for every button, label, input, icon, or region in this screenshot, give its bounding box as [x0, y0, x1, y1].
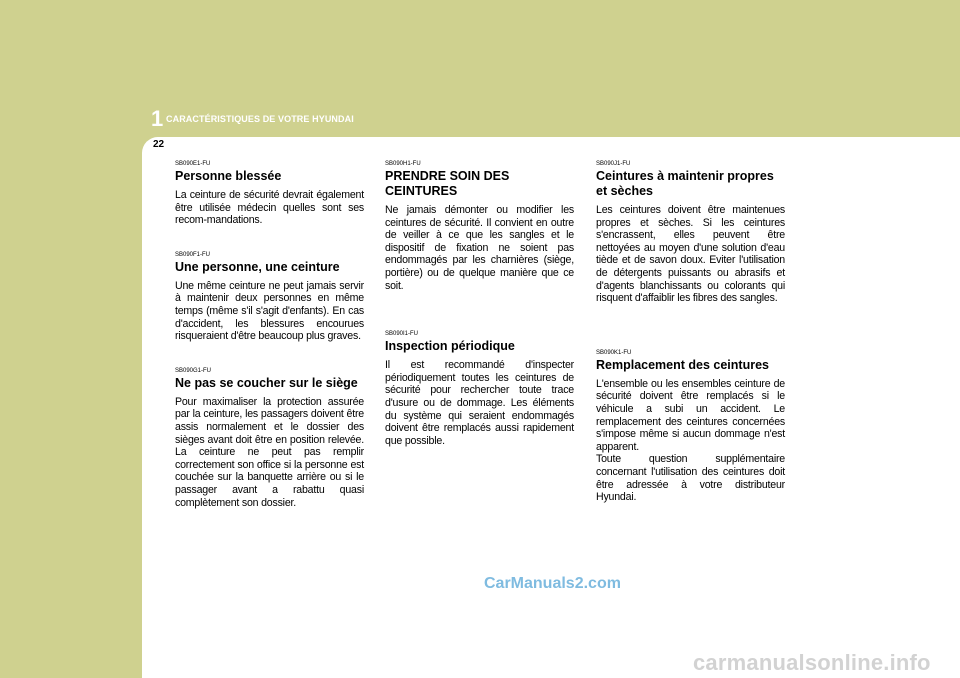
- section-ne-pas-se-coucher: [175, 367, 364, 509]
- section-propres-seches: [596, 160, 785, 305]
- column-left: [175, 160, 364, 533]
- section-title: Personne blessée: [175, 169, 282, 183]
- section-code: SB090E1-FU: [175, 161, 211, 167]
- section-title: Ne pas se coucher sur le siège: [175, 375, 358, 390]
- section-body-extra: Toute question supplémentaire concernant l'utilisation des ceintures doit être adressée à votre distributeur Hyundai.: [596, 453, 785, 504]
- section-body: Une même ceinture ne peut jamais servir à maintenir deux personnes en même temps (même s'il s'agit d'enfants). En cas d'accident, les blessures encourues risqueraient d'être beaucoup plus graves.: [175, 279, 364, 343]
- section-code: SB090J1-FU: [596, 161, 631, 167]
- section-code: SB090G1-FU: [175, 367, 212, 374]
- section-inspection: [385, 330, 574, 447]
- section-code: SB090I1-FU: [385, 331, 419, 338]
- section-title: Ceintures à maintenir propres et sèches: [596, 169, 774, 198]
- section-title: Une personne, une ceinture: [175, 259, 340, 274]
- section-remplacement: [596, 349, 785, 504]
- watermark-carmanuals[interactable]: CarManuals2.com: [484, 575, 621, 592]
- section-body: Il est recommandé d'inspecter périodiquement toutes les ceintures de sécurité pour rechercher toute trace d'usure ou de dommage. Les éléments du système qui seraient endommagés doivent être remplacés aussi rapidement que possible.: [385, 359, 574, 447]
- page-number: 22: [153, 139, 165, 150]
- section-title: Remplacement des ceintures: [596, 357, 769, 372]
- section-personne-blessee: [175, 160, 364, 227]
- section-prendre-soin: [385, 160, 574, 292]
- section-body: L'ensemble ou les ensembles ceinture de sécurité doivent être remplacés si le véhicule a subi un accident. Le remplacement des ceintures concernées s'impose même si aucun dommage n'est apparent.: [596, 377, 785, 453]
- section-code: SB090H1-FU: [385, 161, 421, 167]
- section-body: Ne jamais démonter ou modifier les ceintures de sécurité. Il convient en outre de veiller à ce que les sangles et le dispositif de fixation ne soient pas endommagés par les charnières (siège, portière) ou de quelque manière que ce soit.: [385, 204, 574, 292]
- column-right: [596, 160, 785, 528]
- watermark-carmanualsonline[interactable]: carmanualsonline.info: [693, 650, 931, 675]
- section-une-personne: [175, 251, 364, 343]
- chapter-number: 1: [151, 106, 164, 131]
- column-middle: [385, 160, 574, 471]
- section-body: Les ceintures doivent être maintenues propres et sèches. Si les ceintures s'encrassent, elles peuvent être nettoyées au moyen d'une solution d'eau tiède et de savon doux. Eviter l'utilisation de détergents puissants ou abrasifs et d'agents blanchissants ou colorants qui risquent d'affaiblir les fibres des sangles.: [596, 204, 785, 305]
- section-title: Inspection périodique: [385, 339, 515, 354]
- section-code: SB090K1-FU: [596, 349, 632, 356]
- section-body: La ceinture de sécurité devrait également être utilisée médecin quelles sont ses recom-mandations.: [175, 189, 364, 227]
- section-body: Pour maximaliser la protection assurée par la ceinture, les passagers doivent être assis normalement et le dossier des sièges avant doit être en position relevée. La ceinture ne peut pas remplir correctement son office si la personne est couchée sur la banquette arrière ou si le passager avant a rabattu quasi complètement son dossier.: [175, 395, 364, 509]
- chapter-title: CARACTÉRISTIQUES DE VOTRE HYUNDAI: [166, 114, 354, 124]
- section-code: SB090F1-FU: [175, 251, 211, 258]
- section-title: PRENDRE SOIN DES CEINTURES: [385, 169, 510, 198]
